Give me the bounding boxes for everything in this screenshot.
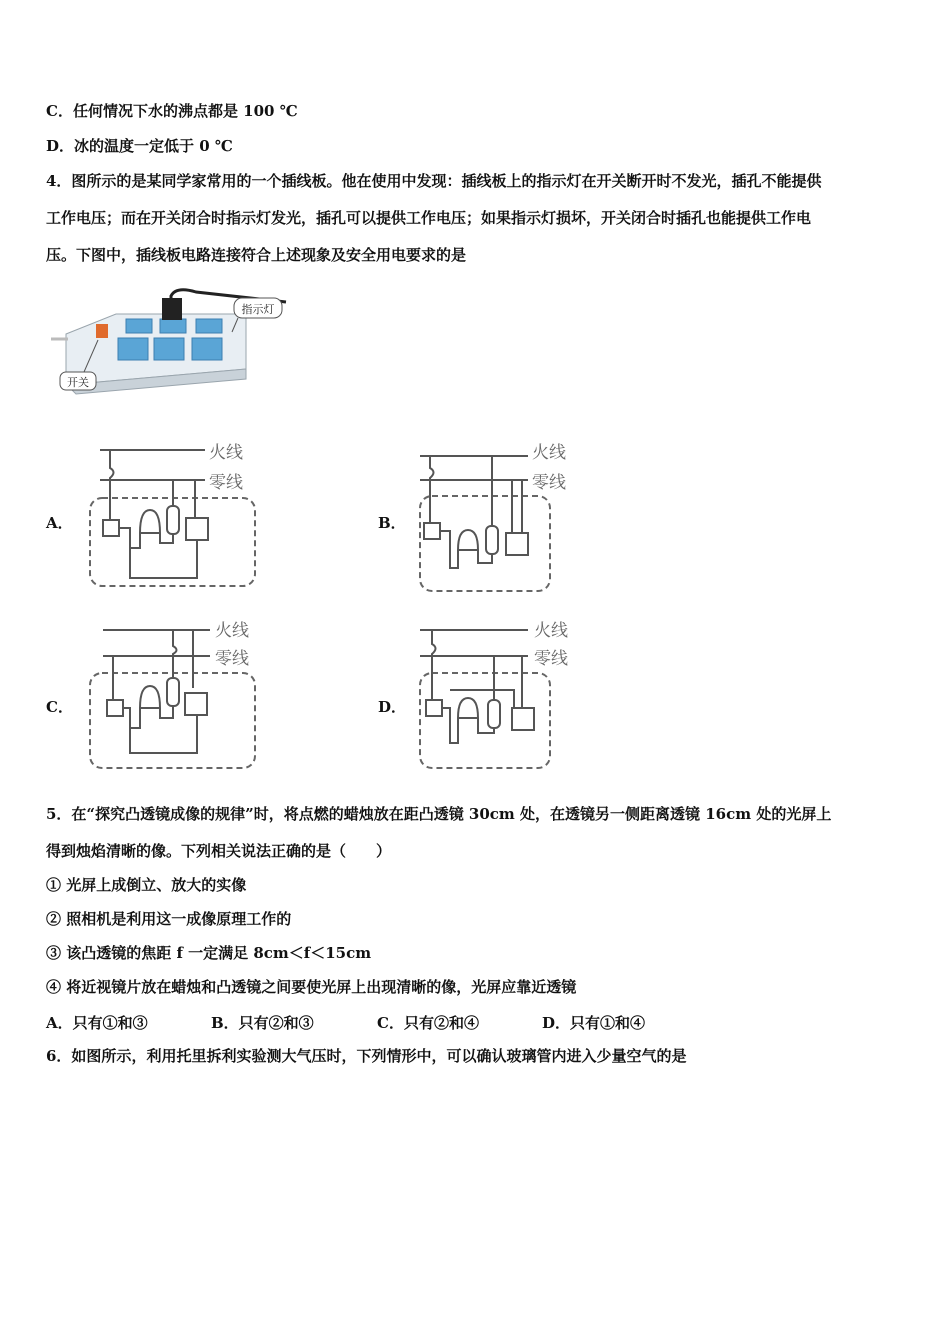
question-4-line-1: 4．图所示的是某同学家常用的一个插线板。他在使用中发现：插线板上的指示灯在开关断开时不发光，插孔不能提供	[46, 172, 822, 190]
circuit-diagram-b	[410, 438, 595, 593]
socket-icon	[512, 708, 534, 730]
circuit-diagram-c	[85, 618, 270, 773]
circuit-diagram-d	[410, 618, 595, 773]
socket-icon	[186, 518, 208, 540]
resistor-icon	[488, 700, 500, 728]
circuit-option-c-label: C．	[46, 698, 73, 716]
resistor-icon	[167, 506, 179, 534]
neutral-wire-label: 零线	[534, 649, 568, 669]
question-6-line-1: 6．如图所示，利用托里拆利实验测大气压时，下列情形中，可以确认玻璃管内进入少量空气的是	[46, 1047, 687, 1065]
switch-icon	[426, 700, 442, 716]
live-wire-label: 火线	[215, 621, 249, 641]
circuit-option-b-label: B．	[378, 514, 406, 532]
switch-icon	[424, 523, 440, 539]
question-5-statement-3: ③ 该凸透镜的焦距 f 一定满足 8cm＜f＜15cm	[46, 944, 372, 962]
plug-icon	[162, 298, 182, 320]
question-5-line-1: 5．在“探究凸透镜成像的规律”时，将点燃的蜡烛放在距凸透镜 30cm 处，在透镜另一侧距离透镜 16cm 处的光屏上	[46, 805, 832, 823]
resistor-icon	[486, 526, 498, 554]
neutral-wire-label: 零线	[215, 649, 249, 669]
circuit-option-d-label: D．	[378, 698, 407, 716]
q5-answer-c: C．只有②和④	[377, 1014, 479, 1032]
question-5-statement-1: ① 光屏上成倒立、放大的实像	[46, 876, 247, 894]
switch-button-icon	[96, 324, 108, 338]
live-wire-label: 火线	[209, 443, 243, 463]
indicator-lamp-icon	[140, 510, 160, 533]
socket-icon	[506, 533, 528, 555]
q5-answer-a: A．只有①和③	[46, 1014, 148, 1032]
switch-label: 开关	[67, 376, 89, 389]
live-wire-label: 火线	[532, 443, 566, 463]
q5-answer-d: D．只有①和④	[542, 1014, 646, 1032]
circuit-option-a-label: A．	[46, 514, 73, 532]
question-5-line-2: 得到烛焰清晰的像。下列相关说法正确的是（ ）	[46, 842, 392, 860]
indicator-lamp-icon	[458, 698, 478, 718]
indicator-label: 指示灯	[241, 303, 275, 316]
circuit-diagram-a	[85, 438, 270, 593]
q5-answer-b: B．只有②和③	[211, 1014, 314, 1032]
resistor-icon	[167, 678, 179, 706]
question-5-statement-4: ④ 将近视镜片放在蜡烛和凸透镜之间要使光屏上出现清晰的像，光屏应靠近透镜	[46, 978, 577, 996]
power-strip-figure	[46, 284, 296, 399]
indicator-lamp-icon	[140, 686, 160, 708]
option-c-text: C．任何情况下水的沸点都是 100 ℃	[46, 102, 298, 120]
indicator-lamp-icon	[458, 530, 478, 550]
question-5-statement-2: ② 照相机是利用这一成像原理工作的	[46, 910, 292, 928]
switch-icon	[107, 700, 123, 716]
switch-icon	[103, 520, 119, 536]
neutral-wire-label: 零线	[209, 473, 243, 493]
option-d-text: D．冰的温度一定低于 0 ℃	[46, 137, 233, 155]
sockets-icon	[118, 319, 222, 360]
live-wire-label: 火线	[534, 621, 568, 641]
neutral-wire-label: 零线	[532, 473, 566, 493]
question-4-line-2: 工作电压；而在开关闭合时指示灯发光，插孔可以提供工作电压；如果指示灯损坏，开关闭合时插孔也能提供工作电	[46, 209, 812, 227]
question-4-line-3: 压。下图中，插线板电路连接符合上述现象及安全用电要求的是	[46, 246, 467, 264]
socket-icon	[185, 693, 207, 715]
